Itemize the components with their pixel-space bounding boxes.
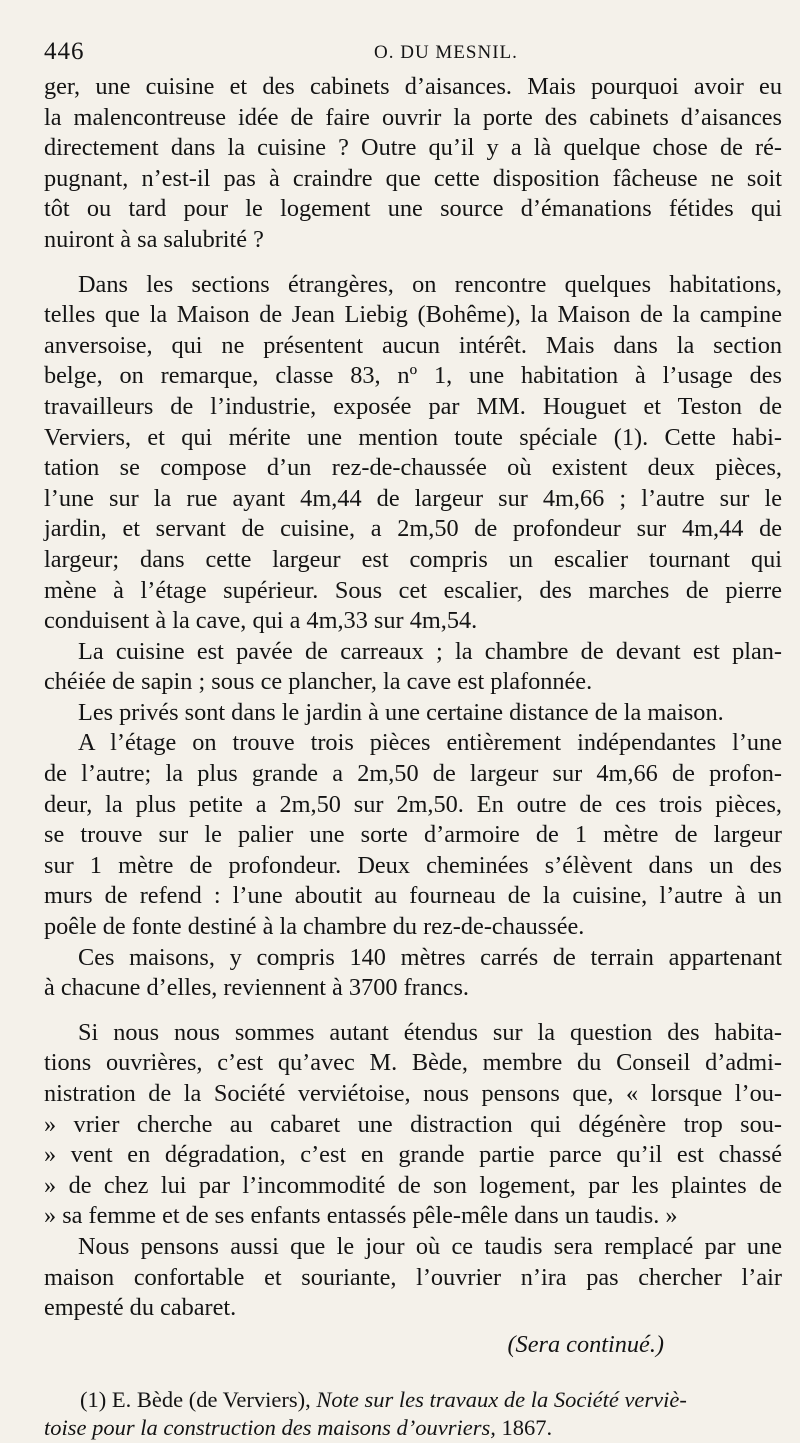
paragraphs [44,72,782,1324]
text-line: empesté du cabaret. [44,1294,237,1322]
paragraph [44,270,782,637]
footnote-title-2: toise pour la construction des maisons d’ouvriers, [44,1415,496,1441]
paragraph [44,1232,782,1324]
text-line: maison confortable et souriante, l’ouvrier n’ira pas chercher l’air [44,1263,782,1291]
text-line: largeur; dans cette largeur est compris un escalier tournant qui [44,545,782,573]
page-number: 446 [44,38,85,65]
continued-note: (Sera continué.) [507,1330,664,1358]
paragraph [44,728,782,942]
footnote-title-1: Note sur les travaux de la Société verviè- [316,1387,687,1413]
body-text [44,72,782,1360]
footnote [44,1386,782,1442]
text-line: telles que la Maison de Jean Liebig (Bohême), la Maison de la campine [44,301,782,329]
text-line: de l’autre; la plus grande a 2m,50 de largeur sur 4m,66 de profon- [44,760,782,788]
text-line: tôt ou tard pour le logement une source d’émanations fétides qui [44,195,782,223]
text-line: belge, on remarque, classe 83, nº 1, une habitation à l’usage des [44,362,782,390]
text-line: Dans les sections étrangères, on rencontre quelques habitations, [78,270,782,298]
footnote-line-1 [44,1386,782,1414]
text-line: Les privés sont dans le jardin à une certaine distance de la maison. [78,698,724,726]
text-line: mène à l’étage supérieur. Sous cet escalier, des marches de pierre [44,576,782,604]
text-line: se trouve sur le palier une sorte d’armoire de 1 mètre de largeur [44,821,782,849]
text-line: jardin, et servant de cuisine, a 2m,50 de profondeur sur 4m,44 de [44,515,782,543]
footnote-author: E. Bède (de Verviers), [111,1387,311,1413]
text-line: sur 1 mètre de profondeur. Deux cheminées s’élèvent dans un des [44,851,782,879]
text-line: tation se compose d’un rez-de-chaussée où existent deux pièces, [44,454,782,482]
page-header [44,38,782,72]
text-line: chéiée de sapin ; sous ce plancher, la cave est plafonnée. [44,668,593,696]
paragraph [44,1018,782,1232]
text-line: pugnant, n’est-il pas à craindre que cette disposition fâcheuse ne soit [44,164,782,192]
text-line: tions ouvrières, c’est qu’avec M. Bède, membre du Conseil d’admi- [44,1049,782,1077]
footnote-year: 1867. [501,1415,553,1441]
text-line: conduisent à la cave, qui a 4m,33 sur 4m,54. [44,607,478,635]
text-line: à chacune d’elles, reviennent à 3700 francs. [44,974,469,1002]
text-line: La cuisine est pavée de carreaux ; la chambre de devant est plan- [78,637,782,665]
paragraph-gap [44,1004,782,1018]
paragraph [44,72,782,256]
text-line: Ces maisons, y compris 140 mètres carrés de terrain appartenant [78,943,782,971]
text-line: travailleurs de l’industrie, exposée par MM. Houguet et Teston de [44,392,782,420]
text-line: Verviers, et qui mérite une mention toute spéciale (1). Cette habi- [44,423,782,451]
text-line: » sa femme et de ses enfants entassés pêle-mêle dans un taudis. » [44,1202,678,1230]
paragraph [44,698,782,729]
text-line: nuiront à sa salubrité ? [44,225,264,253]
text-line: deur, la plus petite a 2m,50 sur 2m,50. En outre de ces trois pièces, [44,790,782,818]
text-line: l’une sur la rue ayant 4m,44 de largeur sur 4m,66 ; l’autre sur le [44,484,782,512]
text-line: Si nous nous sommes autant étendus sur la question des habita- [78,1018,782,1046]
text-line: » de chez lui par l’incommodité de son logement, par les plaintes de [44,1171,782,1199]
text-line: Nous pensons aussi que le jour où ce taudis sera remplacé par une [78,1232,782,1260]
text-line: A l’étage on trouve trois pièces entièrement indépendantes l’une [78,729,782,757]
text-line: murs de refend : l’une aboutit au fourneau de la cuisine, l’autre à un [44,882,782,910]
text-line: directement dans la cuisine ? Outre qu’il y a là quelque chose de ré- [44,134,782,162]
text-line: la malencontreuse idée de faire ouvrir la porte des cabinets d’aisances [44,103,782,131]
paragraph [44,637,782,698]
paragraph-gap [44,256,782,270]
running-head: O. DU MESNIL. [374,42,518,63]
text-line: ger, une cuisine et des cabinets d’aisances. Mais pourquoi avoir eu [44,73,782,100]
paragraph [44,943,782,1004]
footnote-marker: (1) [80,1387,107,1413]
text-line: anversoise, qui ne présentent aucun intérêt. Mais dans la section [44,331,782,359]
text-line: » vent en dégradation, c’est en grande partie parce qu’il est chassé [44,1141,782,1169]
text-line: nistration de la Société verviétoise, nous pensons que, « lorsque l’ou- [44,1080,782,1107]
footnote-line-2 [44,1414,782,1442]
text-line: » vrier cherche au cabaret une distraction qui dégénère trop sou- [44,1110,782,1138]
text-line: poêle de fonte destiné à la chambre du rez-de-chaussée. [44,913,585,941]
